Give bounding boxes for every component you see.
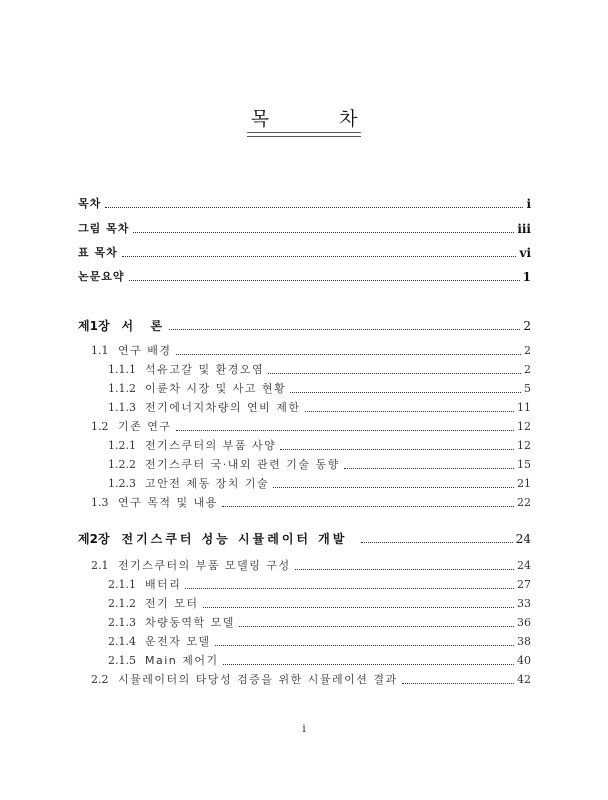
- subsection-title: Main 제어기: [145, 654, 219, 667]
- leader-dots: [290, 392, 521, 393]
- leader-dots: [133, 232, 514, 233]
- toc-title-wrap: [0, 104, 608, 135]
- section-number: 1.2: [91, 420, 109, 433]
- section-title: 기존 연구: [118, 420, 172, 433]
- leader-dots: [344, 468, 514, 469]
- toc-entry-page: 36: [517, 616, 531, 629]
- leader-dots: [361, 542, 512, 543]
- toc-entry-section[interactable]: [78, 492, 531, 510]
- toc-entry-page: i: [526, 197, 531, 211]
- leader-dots: [239, 626, 514, 627]
- subsection-title: 이륜차 시장 및 사고 현황: [145, 382, 287, 395]
- toc-entry-subsection[interactable]: [78, 473, 531, 491]
- section-number: 1.3: [91, 496, 109, 509]
- toc-entry-page: 38: [517, 635, 531, 648]
- page-number-footer: i: [302, 722, 306, 735]
- toc-entry-page: 40: [517, 654, 531, 667]
- toc-entry-page: 15: [517, 458, 531, 471]
- leader-dots: [185, 588, 514, 589]
- toc-entry-subsection[interactable]: [78, 378, 531, 396]
- subsection-number: 1.2.2: [108, 458, 136, 471]
- leader-dots: [122, 256, 517, 257]
- toc-title-word-2: 차: [339, 108, 358, 130]
- subsection-title: 전기에너지차량의 연비 제한: [145, 401, 301, 414]
- leader-dots: [105, 207, 523, 208]
- toc-entry-label: 논문요약: [78, 270, 125, 283]
- subsection-number: 1.1.3: [108, 401, 136, 414]
- toc-entry-page: 42: [517, 673, 531, 686]
- chapter-title: 전기스쿠터 성능 시뮬레이터 개발: [121, 532, 348, 546]
- toc-entry-front-matter[interactable]: [78, 193, 531, 211]
- toc-entry-page: 12: [517, 439, 531, 452]
- subsection-number: 1.1.2: [108, 382, 136, 395]
- subsection-title: 전기 모터: [145, 597, 199, 610]
- subsection-title: 배터리: [145, 578, 182, 591]
- subsection-number: 2.1.4: [108, 635, 136, 648]
- leader-dots: [402, 683, 514, 684]
- toc-entry-subsection[interactable]: [78, 612, 531, 630]
- toc-entry-page: 5: [524, 382, 531, 395]
- section-title: 전기스쿠터의 부품 모델링 구성: [118, 559, 291, 572]
- leader-dots: [176, 430, 514, 431]
- toc-entry-front-matter[interactable]: [78, 242, 531, 260]
- subsection-title: 고안전 제동 장치 기술: [145, 477, 270, 490]
- leader-dots: [305, 411, 514, 412]
- leader-dots: [129, 280, 520, 281]
- leader-dots: [280, 449, 514, 450]
- leader-dots: [169, 329, 520, 330]
- toc-entry-chapter[interactable]: [78, 528, 531, 546]
- toc-entry-section[interactable]: [78, 416, 531, 434]
- toc-entry-page: 24: [517, 559, 531, 572]
- toc-entry-front-matter[interactable]: [78, 266, 531, 284]
- toc-entry-subsection[interactable]: [78, 359, 531, 377]
- subsection-title: 석유고갈 및 환경오염: [145, 363, 265, 376]
- title-double-underline: [247, 132, 362, 137]
- toc-entry-page: 11: [517, 401, 531, 414]
- section-title: 시뮬레이터의 타당성 검증을 위한 시뮬레이션 결과: [118, 673, 398, 686]
- toc-entry-page: 33: [517, 597, 531, 610]
- toc-entry-page: 1: [522, 270, 531, 284]
- section-title: 연구 목적 및 내용: [118, 496, 218, 509]
- leader-dots: [222, 506, 514, 507]
- subsection-number: 2.1.5: [108, 654, 136, 667]
- section-title: 연구 배경: [118, 344, 172, 357]
- toc-entry-section[interactable]: [78, 555, 531, 573]
- toc-entry-subsection[interactable]: [78, 435, 531, 453]
- leader-dots: [215, 645, 514, 646]
- section-number: 2.2: [91, 673, 109, 686]
- subsection-number: 1.1.1: [108, 363, 136, 376]
- subsection-title: 전기스쿠터의 부품 사양: [145, 439, 277, 452]
- toc-entry-page: 12: [517, 420, 531, 433]
- chapter-title: 서 론: [121, 319, 166, 333]
- toc-entry-subsection[interactable]: [78, 574, 531, 592]
- toc-entry-label: 목차: [78, 197, 102, 210]
- subsection-title: 운전자 모델: [145, 635, 211, 648]
- toc-entry-page: 21: [517, 477, 531, 490]
- toc-entry-chapter[interactable]: [78, 315, 531, 333]
- section-number: 2.1: [91, 559, 109, 572]
- leader-dots: [223, 664, 514, 665]
- subsection-number: 2.1.3: [108, 616, 136, 629]
- subsection-number: 1.2.1: [108, 439, 136, 452]
- toc-entry-front-matter[interactable]: [78, 218, 531, 236]
- leader-dots: [176, 354, 521, 355]
- leader-dots: [203, 607, 514, 608]
- toc-entry-subsection[interactable]: [78, 650, 531, 668]
- toc-entry-page: vi: [519, 246, 531, 260]
- leader-dots: [273, 487, 514, 488]
- subsection-number: 2.1.1: [108, 578, 136, 591]
- section-number: 1.1: [91, 344, 109, 357]
- subsection-number: 2.1.2: [108, 597, 136, 610]
- toc-entry-page: 2: [524, 344, 531, 357]
- toc-entry-page: 2: [524, 363, 531, 376]
- leader-dots: [295, 569, 514, 570]
- toc-entry-section[interactable]: [78, 669, 531, 687]
- toc-entry-page: iii: [517, 222, 531, 236]
- subsection-title: 전기스쿠터 국·내외 관련 기술 동향: [145, 458, 340, 471]
- chapter-number: 제2장: [78, 532, 110, 546]
- toc-entry-label: 그림 목차: [78, 222, 130, 235]
- toc-title: [249, 104, 360, 135]
- subsection-number: 1.2.3: [108, 477, 136, 490]
- toc-entry-subsection[interactable]: [78, 397, 531, 415]
- toc-entry-subsection[interactable]: [78, 454, 531, 472]
- toc-entry-label: 표 목차: [78, 246, 118, 259]
- leader-dots: [268, 373, 521, 374]
- toc-entry-page: 24: [515, 532, 531, 546]
- toc-entry-subsection[interactable]: [78, 593, 531, 611]
- toc-entry-page: 27: [517, 578, 531, 591]
- toc-entry-section[interactable]: [78, 340, 531, 358]
- toc-entry-subsection[interactable]: [78, 631, 531, 649]
- chapter-number: 제1장: [78, 319, 110, 333]
- toc-entry-page: 22: [517, 496, 531, 509]
- subsection-title: 차량동역학 모델: [145, 616, 235, 629]
- toc-entry-page: 2: [523, 319, 531, 333]
- toc-title-word-1: 목: [250, 108, 269, 130]
